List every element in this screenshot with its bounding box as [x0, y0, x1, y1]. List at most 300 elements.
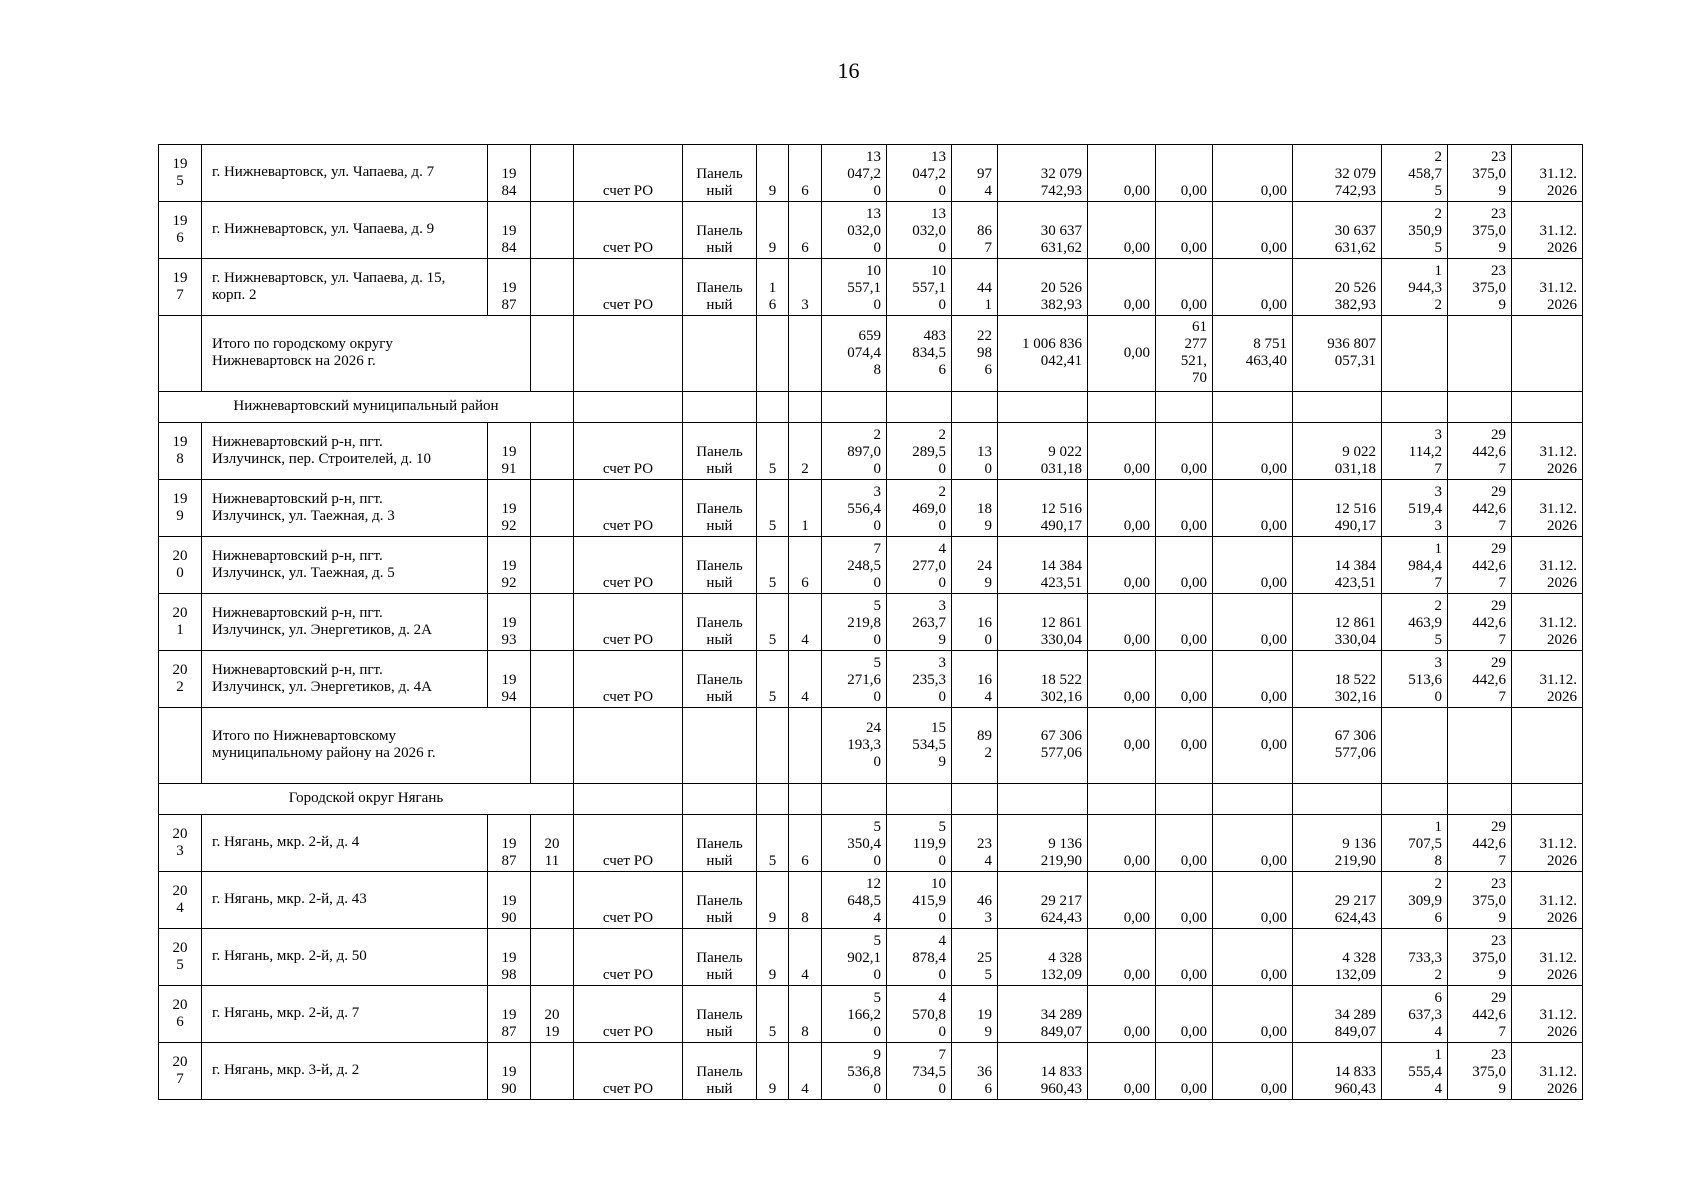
total-funding-1: 0,00: [1088, 316, 1156, 392]
area-total: 12 648,5 4: [822, 872, 887, 929]
funding-2: 0,00: [1156, 480, 1213, 537]
table-row: [159, 145, 1583, 202]
area-living: 4 570,8 0: [887, 986, 952, 1043]
area-total: 13 032,0 0: [822, 202, 887, 259]
funding-3: 0,00: [1213, 480, 1293, 537]
building-address: г. Нижневартовск, ул. Чапаева, д. 9: [202, 202, 488, 259]
cost-total: 4 328 132,09: [998, 929, 1088, 986]
table-row: [159, 594, 1583, 651]
empty-cell: [574, 708, 683, 784]
unit-cost: 1 944,3 2: [1382, 259, 1448, 316]
building-address: г. Нижневартовск, ул. Чапаева, д. 7: [202, 145, 488, 202]
table-row: [159, 1043, 1583, 1100]
residents-count: 36 6: [952, 1043, 998, 1100]
row-number: 19 9: [159, 480, 202, 537]
empty-cell: [1512, 784, 1583, 815]
limit-cost: 29 442,6 7: [1448, 651, 1512, 708]
deadline: 31.12. 2026: [1512, 872, 1583, 929]
row-number: 19 5: [159, 145, 202, 202]
section-title: Городской округ Нягань: [159, 784, 574, 815]
funding-owners: 20 526 382,93: [1293, 259, 1382, 316]
funding-3: 0,00: [1213, 1043, 1293, 1100]
entrances-count: 8: [789, 872, 822, 929]
table-row: [159, 423, 1583, 480]
year-built: 19 84: [488, 145, 531, 202]
limit-cost: 23 375,0 9: [1448, 202, 1512, 259]
table-row: [159, 202, 1583, 259]
empty-cell: [952, 392, 998, 423]
table-row: [159, 815, 1583, 872]
funding-1: 0,00: [1088, 259, 1156, 316]
fund-method: счет РО: [574, 202, 683, 259]
area-total: 5 271,6 0: [822, 651, 887, 708]
area-living: 10 557,1 0: [887, 259, 952, 316]
year-last-repair: [531, 423, 574, 480]
cost-total: 20 526 382,93: [998, 259, 1088, 316]
total-funding-owners: 67 306 577,06: [1293, 708, 1382, 784]
building-address: Нижневартовский р-н, пгт. Излучинск, ул. Таежная, д. 3: [202, 480, 488, 537]
residents-count: 16 0: [952, 594, 998, 651]
fund-method: счет РО: [574, 259, 683, 316]
empty-cell: [1512, 316, 1583, 392]
cost-total: 34 289 849,07: [998, 986, 1088, 1043]
entrances-count: 2: [789, 423, 822, 480]
residents-count: 16 4: [952, 651, 998, 708]
funding-owners: 9 022 031,18: [1293, 423, 1382, 480]
empty-cell: [822, 392, 887, 423]
row-number: 20 5: [159, 929, 202, 986]
cost-total: 29 217 624,43: [998, 872, 1088, 929]
entrances-count: 1: [789, 480, 822, 537]
funding-3: 0,00: [1213, 423, 1293, 480]
empty-cell: [789, 784, 822, 815]
cost-total: 30 637 631,62: [998, 202, 1088, 259]
funding-3: 0,00: [1213, 872, 1293, 929]
cost-total: 9 136 219,90: [998, 815, 1088, 872]
total-residents: 22 98 6: [952, 316, 998, 392]
empty-cell: [822, 784, 887, 815]
funding-1: 0,00: [1088, 651, 1156, 708]
funding-2: 0,00: [1156, 872, 1213, 929]
empty-cell: [789, 392, 822, 423]
total-funding-1: 0,00: [1088, 708, 1156, 784]
area-total: 10 557,1 0: [822, 259, 887, 316]
building-address: Нижневартовский р-н, пгт. Излучинск, ул. Энергетиков, д. 4А: [202, 651, 488, 708]
funding-2: 0,00: [1156, 423, 1213, 480]
entrances-count: 4: [789, 929, 822, 986]
floors-count: 5: [757, 986, 789, 1043]
funding-owners: 12 516 490,17: [1293, 480, 1382, 537]
limit-cost: 29 442,6 7: [1448, 815, 1512, 872]
funding-3: 0,00: [1213, 537, 1293, 594]
year-built: 19 87: [488, 986, 531, 1043]
total-area-living: 483 834,5 6: [887, 316, 952, 392]
floors-count: 5: [757, 423, 789, 480]
unit-cost: 2 350,9 5: [1382, 202, 1448, 259]
year-built: 19 92: [488, 537, 531, 594]
total-funding-owners: 936 807 057,31: [1293, 316, 1382, 392]
floors-count: 1 6: [757, 259, 789, 316]
floors-count: 5: [757, 594, 789, 651]
wall-material: Панель ный: [683, 145, 757, 202]
building-address: г. Нижневартовск, ул. Чапаева, д. 15, корп. 2: [202, 259, 488, 316]
empty-cell: [159, 316, 202, 392]
total-cost: 67 306 577,06: [998, 708, 1088, 784]
residents-count: 19 9: [952, 986, 998, 1043]
entrances-count: 6: [789, 145, 822, 202]
empty-cell: [1088, 784, 1156, 815]
cost-total: 9 022 031,18: [998, 423, 1088, 480]
total-cost: 1 006 836 042,41: [998, 316, 1088, 392]
total-funding-2: 61 277 521, 70: [1156, 316, 1213, 392]
wall-material: Панель ный: [683, 537, 757, 594]
deadline: 31.12. 2026: [1512, 145, 1583, 202]
funding-3: 0,00: [1213, 202, 1293, 259]
funding-3: 0,00: [1213, 145, 1293, 202]
funding-3: 0,00: [1213, 929, 1293, 986]
residents-count: 24 9: [952, 537, 998, 594]
total-area: 24 193,3 0: [822, 708, 887, 784]
total-label: Итого по Нижневартовскому муниципальному району на 2026 г.: [202, 708, 531, 784]
empty-cell: [952, 784, 998, 815]
floors-count: 9: [757, 929, 789, 986]
building-address: г. Нягань, мкр. 2-й, д. 4: [202, 815, 488, 872]
total-funding-3: 0,00: [1213, 708, 1293, 784]
funding-1: 0,00: [1088, 537, 1156, 594]
row-number: 19 6: [159, 202, 202, 259]
funding-2: 0,00: [1156, 145, 1213, 202]
funding-2: 0,00: [1156, 594, 1213, 651]
empty-cell: [1512, 392, 1583, 423]
funding-1: 0,00: [1088, 1043, 1156, 1100]
area-total: 7 248,5 0: [822, 537, 887, 594]
area-total: 2 897,0 0: [822, 423, 887, 480]
empty-cell: [159, 708, 202, 784]
table-row: [159, 986, 1583, 1043]
empty-cell: [1382, 708, 1448, 784]
entrances-count: 6: [789, 815, 822, 872]
area-living: 4 277,0 0: [887, 537, 952, 594]
empty-cell: [998, 784, 1088, 815]
total-row: [159, 316, 1583, 392]
funding-owners: 30 637 631,62: [1293, 202, 1382, 259]
area-living: 7 734,5 0: [887, 1043, 952, 1100]
area-living: 13 047,2 0: [887, 145, 952, 202]
residents-count: 25 5: [952, 929, 998, 986]
entrances-count: 6: [789, 202, 822, 259]
floors-count: 9: [757, 145, 789, 202]
row-number: 20 7: [159, 1043, 202, 1100]
year-built: 19 91: [488, 423, 531, 480]
deadline: 31.12. 2026: [1512, 929, 1583, 986]
cost-total: 14 833 960,43: [998, 1043, 1088, 1100]
limit-cost: 29 442,6 7: [1448, 537, 1512, 594]
empty-cell: [1293, 784, 1382, 815]
fund-method: счет РО: [574, 1043, 683, 1100]
floors-count: 9: [757, 202, 789, 259]
limit-cost: 29 442,6 7: [1448, 986, 1512, 1043]
floors-count: 5: [757, 480, 789, 537]
table-row: [159, 872, 1583, 929]
page-number: 16: [837, 58, 860, 83]
fund-method: счет РО: [574, 537, 683, 594]
fund-method: счет РО: [574, 423, 683, 480]
building-address: Нижневартовский р-н, пгт. Излучинск, ул. Энергетиков, д. 2А: [202, 594, 488, 651]
fund-method: счет РО: [574, 929, 683, 986]
funding-1: 0,00: [1088, 480, 1156, 537]
limit-cost: 23 375,0 9: [1448, 259, 1512, 316]
funding-2: 0,00: [1156, 1043, 1213, 1100]
funding-1: 0,00: [1088, 145, 1156, 202]
funding-owners: 14 833 960,43: [1293, 1043, 1382, 1100]
wall-material: Панель ный: [683, 259, 757, 316]
total-row: [159, 708, 1583, 784]
empty-cell: [683, 392, 757, 423]
funding-3: 0,00: [1213, 986, 1293, 1043]
table-row: [159, 259, 1583, 316]
section-title: Нижневартовский муниципальный район: [159, 392, 574, 423]
funding-1: 0,00: [1088, 202, 1156, 259]
table-row: [159, 480, 1583, 537]
empty-cell: [1293, 392, 1382, 423]
empty-cell: [1448, 316, 1512, 392]
limit-cost: 29 442,6 7: [1448, 594, 1512, 651]
total-funding-2: 0,00: [1156, 708, 1213, 784]
wall-material: Панель ный: [683, 651, 757, 708]
funding-1: 0,00: [1088, 929, 1156, 986]
unit-cost: 6 637,3 4: [1382, 986, 1448, 1043]
deadline: 31.12. 2026: [1512, 423, 1583, 480]
year-last-repair: [531, 872, 574, 929]
empty-cell: [1382, 316, 1448, 392]
area-living: 4 878,4 0: [887, 929, 952, 986]
floors-count: 5: [757, 815, 789, 872]
empty-cell: [574, 784, 683, 815]
residents-count: 44 1: [952, 259, 998, 316]
building-address: г. Нягань, мкр. 2-й, д. 7: [202, 986, 488, 1043]
building-address: Нижневартовский р-н, пгт. Излучинск, пер. Строителей, д. 10: [202, 423, 488, 480]
unit-cost: 3 513,6 0: [1382, 651, 1448, 708]
funding-2: 0,00: [1156, 986, 1213, 1043]
empty-cell: [1156, 392, 1213, 423]
limit-cost: 23 375,0 9: [1448, 872, 1512, 929]
deadline: 31.12. 2026: [1512, 480, 1583, 537]
entrances-count: 4: [789, 594, 822, 651]
total-area: 659 074,4 8: [822, 316, 887, 392]
section-header-row: [159, 784, 1583, 815]
floors-count: 9: [757, 872, 789, 929]
total-area-living: 15 534,5 9: [887, 708, 952, 784]
residents-count: 13 0: [952, 423, 998, 480]
funding-owners: 18 522 302,16: [1293, 651, 1382, 708]
year-built: 19 84: [488, 202, 531, 259]
wall-material: Панель ный: [683, 594, 757, 651]
wall-material: Панель ный: [683, 815, 757, 872]
fund-method: счет РО: [574, 986, 683, 1043]
year-built: 19 92: [488, 480, 531, 537]
funding-2: 0,00: [1156, 651, 1213, 708]
year-last-repair: 20 19: [531, 986, 574, 1043]
wall-material: Панель ный: [683, 423, 757, 480]
empty-cell: [531, 708, 574, 784]
deadline: 31.12. 2026: [1512, 259, 1583, 316]
unit-cost: 2 463,9 5: [1382, 594, 1448, 651]
empty-cell: [1213, 784, 1293, 815]
cost-total: 14 384 423,51: [998, 537, 1088, 594]
building-address: г. Нягань, мкр. 2-й, д. 50: [202, 929, 488, 986]
row-number: 19 7: [159, 259, 202, 316]
year-last-repair: [531, 259, 574, 316]
entrances-count: 3: [789, 259, 822, 316]
area-living: 2 469,0 0: [887, 480, 952, 537]
total-residents: 89 2: [952, 708, 998, 784]
unit-cost: 2 458,7 5: [1382, 145, 1448, 202]
fund-method: счет РО: [574, 872, 683, 929]
empty-cell: [757, 392, 789, 423]
year-built: 19 87: [488, 815, 531, 872]
entrances-count: 4: [789, 1043, 822, 1100]
wall-material: Панель ный: [683, 929, 757, 986]
fund-method: счет РО: [574, 145, 683, 202]
wall-material: Панель ный: [683, 202, 757, 259]
empty-cell: [1382, 392, 1448, 423]
funding-1: 0,00: [1088, 423, 1156, 480]
funding-1: 0,00: [1088, 872, 1156, 929]
unit-cost: 3 519,4 3: [1382, 480, 1448, 537]
entrances-count: 4: [789, 651, 822, 708]
wall-material: Панель ный: [683, 1043, 757, 1100]
funding-1: 0,00: [1088, 986, 1156, 1043]
fund-method: счет РО: [574, 594, 683, 651]
area-total: 3 556,4 0: [822, 480, 887, 537]
building-address: Нижневартовский р-н, пгт. Излучинск, ул. Таежная, д. 5: [202, 537, 488, 594]
empty-cell: [1448, 784, 1512, 815]
wall-material: Панель ный: [683, 872, 757, 929]
unit-cost: 2 309,9 6: [1382, 872, 1448, 929]
funding-3: 0,00: [1213, 594, 1293, 651]
area-total: 5 219,8 0: [822, 594, 887, 651]
row-number: 20 3: [159, 815, 202, 872]
total-label: Итого по городскому округу Нижневартовск на 2026 г.: [202, 316, 531, 392]
unit-cost: 1 707,5 8: [1382, 815, 1448, 872]
limit-cost: 29 442,6 7: [1448, 423, 1512, 480]
empty-cell: [887, 784, 952, 815]
funding-owners: 4 328 132,09: [1293, 929, 1382, 986]
area-living: 13 032,0 0: [887, 202, 952, 259]
area-living: 10 415,9 0: [887, 872, 952, 929]
fund-method: счет РО: [574, 815, 683, 872]
empty-cell: [887, 392, 952, 423]
wall-material: Панель ный: [683, 480, 757, 537]
unit-cost: 3 114,2 7: [1382, 423, 1448, 480]
area-total: 5 902,1 0: [822, 929, 887, 986]
area-total: 5 350,4 0: [822, 815, 887, 872]
year-last-repair: 20 11: [531, 815, 574, 872]
empty-cell: [1512, 708, 1583, 784]
year-last-repair: [531, 537, 574, 594]
year-last-repair: [531, 651, 574, 708]
residents-count: 18 9: [952, 480, 998, 537]
funding-2: 0,00: [1156, 815, 1213, 872]
area-total: 5 166,2 0: [822, 986, 887, 1043]
row-number: 20 0: [159, 537, 202, 594]
year-built: 19 87: [488, 259, 531, 316]
table-row: [159, 537, 1583, 594]
funding-owners: 14 384 423,51: [1293, 537, 1382, 594]
residents-count: 46 3: [952, 872, 998, 929]
funding-1: 0,00: [1088, 594, 1156, 651]
funding-3: 0,00: [1213, 651, 1293, 708]
residents-count: 86 7: [952, 202, 998, 259]
empty-cell: [757, 784, 789, 815]
year-last-repair: [531, 1043, 574, 1100]
unit-cost: 733,3 2: [1382, 929, 1448, 986]
deadline: 31.12. 2026: [1512, 1043, 1583, 1100]
funding-2: 0,00: [1156, 929, 1213, 986]
empty-cell: [789, 316, 822, 392]
deadline: 31.12. 2026: [1512, 594, 1583, 651]
area-living: 3 235,3 0: [887, 651, 952, 708]
empty-cell: [574, 316, 683, 392]
building-address: г. Нягань, мкр. 3-й, д. 2: [202, 1043, 488, 1100]
empty-cell: [574, 392, 683, 423]
empty-cell: [683, 316, 757, 392]
funding-2: 0,00: [1156, 537, 1213, 594]
limit-cost: 23 375,0 9: [1448, 1043, 1512, 1100]
deadline: 31.12. 2026: [1512, 815, 1583, 872]
deadline: 31.12. 2026: [1512, 651, 1583, 708]
empty-cell: [1382, 784, 1448, 815]
year-last-repair: [531, 594, 574, 651]
row-number: 20 4: [159, 872, 202, 929]
funding-2: 0,00: [1156, 259, 1213, 316]
area-living: 3 263,7 9: [887, 594, 952, 651]
limit-cost: 29 442,6 7: [1448, 480, 1512, 537]
repair-program-table: [158, 144, 1583, 1100]
section-header-row: [159, 392, 1583, 423]
wall-material: Панель ный: [683, 986, 757, 1043]
empty-cell: [1156, 784, 1213, 815]
year-built: 19 98: [488, 929, 531, 986]
deadline: 31.12. 2026: [1512, 537, 1583, 594]
year-built: 19 94: [488, 651, 531, 708]
entrances-count: 6: [789, 537, 822, 594]
funding-owners: 29 217 624,43: [1293, 872, 1382, 929]
funding-owners: 32 079 742,93: [1293, 145, 1382, 202]
row-number: 20 1: [159, 594, 202, 651]
funding-3: 0,00: [1213, 815, 1293, 872]
building-address: г. Нягань, мкр. 2-й, д. 43: [202, 872, 488, 929]
year-last-repair: [531, 480, 574, 537]
empty-cell: [998, 392, 1088, 423]
unit-cost: 1 555,4 4: [1382, 1043, 1448, 1100]
empty-cell: [531, 316, 574, 392]
cost-total: 12 861 330,04: [998, 594, 1088, 651]
table-row: [159, 929, 1583, 986]
year-last-repair: [531, 202, 574, 259]
floors-count: 9: [757, 1043, 789, 1100]
table-row: [159, 651, 1583, 708]
empty-cell: [789, 708, 822, 784]
year-built: 19 93: [488, 594, 531, 651]
residents-count: 97 4: [952, 145, 998, 202]
area-total: 13 047,2 0: [822, 145, 887, 202]
row-number: 20 6: [159, 986, 202, 1043]
cost-total: 18 522 302,16: [998, 651, 1088, 708]
funding-owners: 34 289 849,07: [1293, 986, 1382, 1043]
fund-method: счет РО: [574, 651, 683, 708]
entrances-count: 8: [789, 986, 822, 1043]
